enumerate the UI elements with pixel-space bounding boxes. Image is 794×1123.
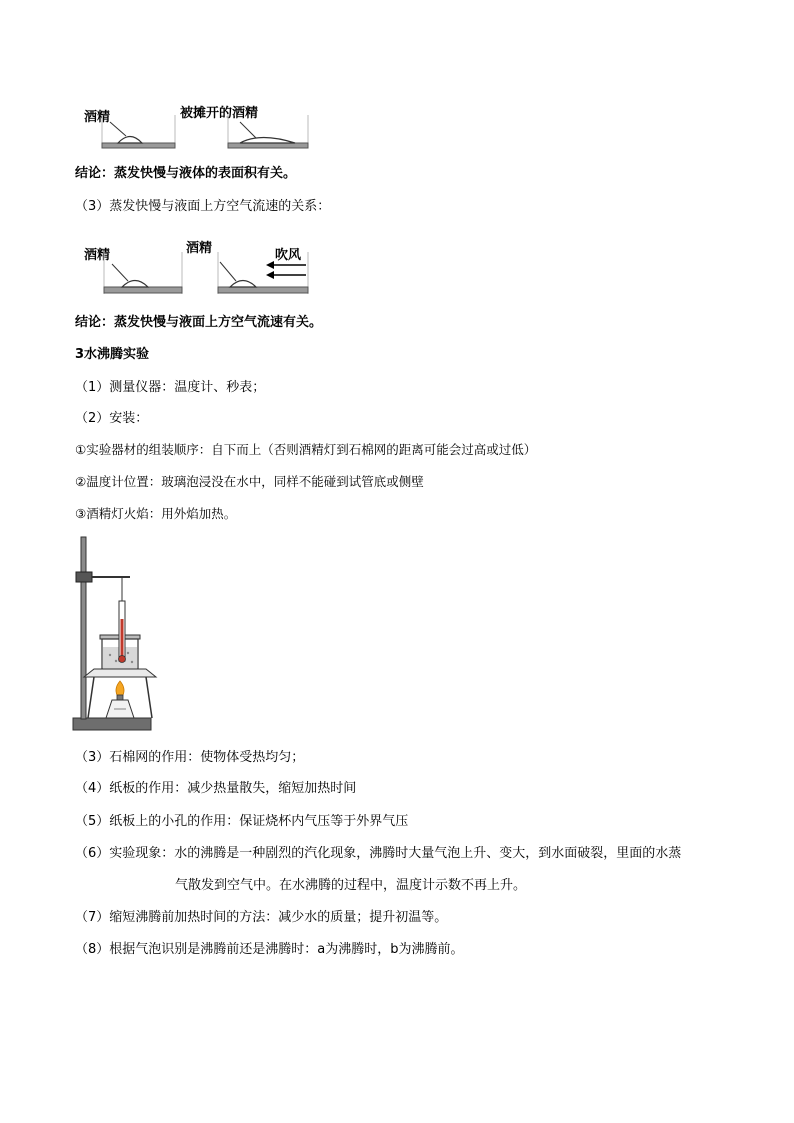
wind-label: 吹风 bbox=[275, 248, 302, 263]
boiling-item-7: （7）缩短沸腾前加热时间的方法：减少水的质量；提升初温等。 bbox=[75, 910, 448, 925]
boiling-item-6-line-2: 气散发到空气中。在水沸腾的过程中，温度计示数不再上升。 bbox=[175, 878, 527, 893]
alcohol-label-middle: 酒精 bbox=[186, 241, 213, 256]
airflow-plates-drawing bbox=[80, 232, 320, 300]
figure-evaporation-airflow bbox=[80, 232, 320, 300]
item-3-airflow: （3）蒸发快慢与液面上方空气流速的关系： bbox=[75, 199, 331, 214]
boiling-item-8: （8）根据气泡识别是沸腾前还是沸腾时：a为沸腾时，b为沸腾前。 bbox=[75, 942, 464, 957]
boiling-item-4: （4）纸板的作用：减少热量散失，缩短加热时间 bbox=[75, 781, 357, 796]
conclusion-surface-area: 结论：蒸发快慢与液体的表面积有关。 bbox=[75, 166, 297, 181]
boiling-apparatus-drawing bbox=[70, 535, 160, 735]
spread-alcohol-label: 被摊开的酒精 bbox=[180, 106, 259, 121]
alcohol-label: 酒精 bbox=[84, 110, 111, 125]
section-boiling-title: 3水沸腾实验 bbox=[75, 347, 150, 362]
boiling-item-2: （2）安装： bbox=[75, 411, 149, 426]
conclusion-airflow: 结论：蒸发快慢与液面上方空气流速有关。 bbox=[75, 315, 323, 330]
boiling-sub-2: ②温度计位置：玻璃泡浸没在水中，同样不能碰到试管底或侧壁 bbox=[75, 474, 424, 489]
boiling-item-3: （3）石棉网的作用：使物体受热均匀； bbox=[75, 750, 305, 765]
boiling-item-5: （5）纸板上的小孔的作用：保证烧杯内气压等于外界气压 bbox=[75, 814, 409, 829]
boiling-sub-3: ③酒精灯火焰：用外焰加热。 bbox=[75, 506, 237, 521]
alcohol-label-left: 酒精 bbox=[84, 248, 111, 263]
boiling-item-1: （1）测量仪器：温度计、秒表； bbox=[75, 380, 266, 395]
evaporation-plates-drawing bbox=[80, 100, 320, 160]
boiling-sub-1: ①实验器材的组装顺序：自下而上（否则酒精灯到石棉网的距离可能会过高或过低） bbox=[75, 442, 537, 457]
boiling-item-6-line-1: （6）实验现象：水的沸腾是一种剧烈的汽化现象，沸腾时大量气泡上升、变大，到水面破裂，里面的水蒸 bbox=[75, 846, 682, 861]
figure-evaporation-surface-area bbox=[80, 100, 320, 160]
